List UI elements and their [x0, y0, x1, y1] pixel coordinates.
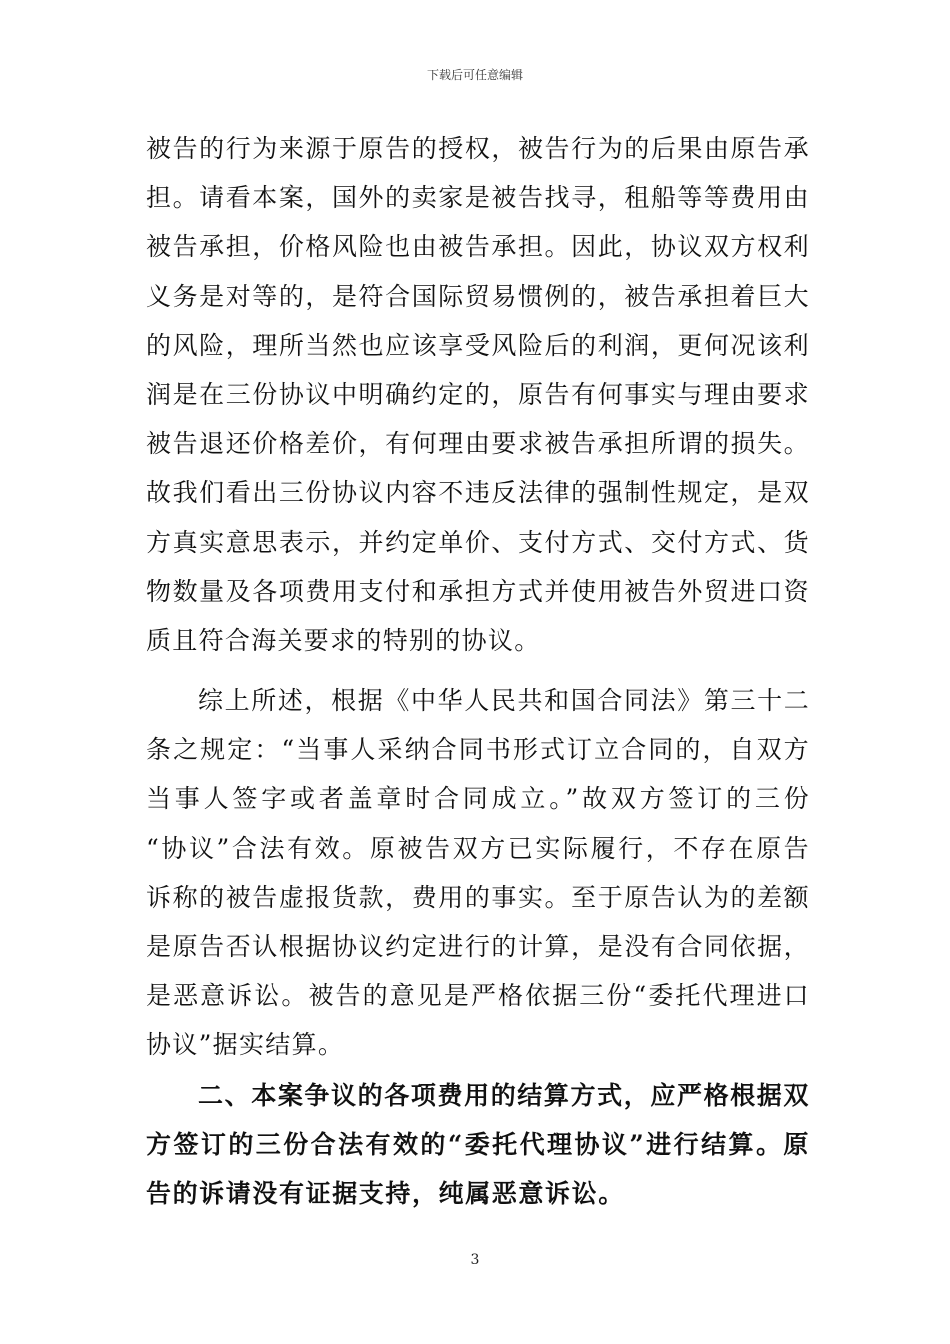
- text-line: 义务是对等的，是符合国际贸易惯例的，被告承担着巨大: [146, 281, 810, 311]
- text-line: 质且符合海关要求的特别的协议。: [146, 625, 541, 655]
- text-line: 是恶意诉讼。被告的意见是严格依据三份“委托代理进口: [146, 981, 810, 1011]
- section-heading: [146, 1071, 810, 1219]
- text-line: 综上所述，根据《中华人民共和国合同法》第三十二: [198, 686, 810, 715]
- text-line: 当事人签字或者盖章时合同成立。”故双方签订的三份: [146, 784, 810, 814]
- paragraph-2: [146, 676, 810, 1070]
- text-line: 的风险，理所当然也应该享受风险后的利润，更何况该利: [146, 330, 810, 360]
- text-line: 方真实意思表示，并约定单价、支付方式、交付方式、货: [146, 527, 810, 557]
- paragraph-1: [146, 124, 810, 665]
- text-line: 被告的行为来源于原告的授权，被告行为的后果由原告承: [146, 134, 810, 163]
- heading-line: 告的诉请没有证据支持，纯属恶意诉讼。: [146, 1179, 625, 1209]
- page-number: 3: [470, 1252, 480, 1268]
- text-line: 故我们看出三份协议内容不违反法律的强制性规定，是双: [146, 478, 810, 508]
- heading-line: 方签订的三份合法有效的“委托代理协议”进行结算。原: [146, 1130, 810, 1160]
- text-line: 诉称的被告虚报货款，费用的事实。至于原告认为的差额: [146, 882, 810, 912]
- text-line: “协议”合法有效。原被告双方已实际履行，不存在原告: [146, 833, 810, 863]
- text-line: 协议”据实结算。: [146, 1030, 345, 1060]
- text-line: 润是在三份协议中明确约定的，原告有何事实与理由要求: [146, 379, 810, 409]
- heading-line: 二、本案争议的各项费用的结算方式，应严格根据双: [198, 1081, 810, 1110]
- text-line: 被告承担，价格风险也由被告承担。因此，协议双方权利: [146, 232, 810, 262]
- text-line: 条之规定：“当事人采纳合同书形式订立合同的，自双方: [146, 735, 810, 765]
- text-line: 物数量及各项费用支付和承担方式并使用被告外贸进口资: [146, 576, 810, 606]
- text-line: 担。请看本案，国外的卖家是被告找寻，租船等等费用由: [146, 183, 810, 213]
- text-line: 是原告否认根据协议约定进行的计算，是没有合同依据，: [146, 931, 810, 961]
- page-header: 下载后可任意编辑: [426, 68, 523, 82]
- text-line: 被告退还价格差价，有何理由要求被告承担所谓的损失。: [146, 429, 810, 459]
